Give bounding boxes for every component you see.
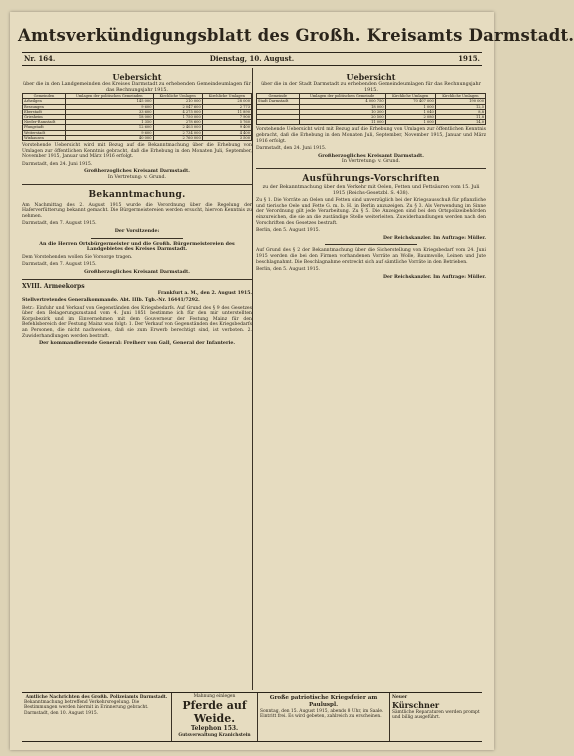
right-table-cell: Stadt Darmstadt xyxy=(257,99,300,104)
bekanntmachung-sig-2: Großherzogliches Kreisamt Darmstadt. xyxy=(84,268,190,275)
left-table-cell: 40 000 xyxy=(66,135,153,140)
left-table-header-3: Kirchliche Umlagen xyxy=(153,94,202,99)
ad1-title: Amtliche Nachrichten des Großh. Polizeiamts Darmstadt. xyxy=(25,695,168,700)
left-table-cell: 18 000 xyxy=(66,115,153,120)
left-table-header-4: Kirchliche Umlagen xyxy=(202,94,251,99)
masthead-title: Amtsverkündigungsblatt des Großh. Kreisamts Darmstadt. xyxy=(18,26,574,45)
right-table-cell: 4 000 750 xyxy=(299,99,385,104)
right-table-cell: 20 500 xyxy=(299,115,385,120)
ausfuehrung-text: Zu § 1. Die Vorräte an Oelen und Fetten sind unverzüglich bei der Kriegsausschuß für pflanzliche und tierische Oele und Fette G. m. b. H. in Berlin anzuzeigen. Zu § 3. Als Verwendung im Sinne der Verordnung gilt jede Verarbeitung. Zu § 5. Die Anzeigen sind bei den Ortspolizeibehörden einzureichen, die sie an die zuständige Stelle weiterleiten. Zuwiderhandlungen werden nach den Vorschriften des Gesetzes bestraft. xyxy=(256,198,486,226)
issue-line xyxy=(22,52,482,66)
ad-police-notice xyxy=(22,693,172,741)
left-table-cell: Wixhausen xyxy=(23,135,66,140)
left-table-cell: 278 600 xyxy=(153,120,202,125)
corps-signature: Der kommandierende General: Freiherr von Gall, General der Infanterie. xyxy=(38,340,236,347)
left-table-cell: Nieder-Ramstadt xyxy=(23,120,66,125)
right-table-cell: 1 040 xyxy=(385,109,435,114)
left-table-header-1: Gemeinden xyxy=(23,94,66,99)
left-table-cell: 2 403 000 xyxy=(153,125,202,130)
issue-number: Nr. 164. xyxy=(24,54,56,63)
ausfuehrung-sig: Der Reichskanzler. Im Auftrage: Müller. xyxy=(383,235,486,241)
right-table-cell: 14,0 xyxy=(435,120,485,125)
right-table-cell: 1 000 xyxy=(385,120,435,125)
ad-horses xyxy=(172,693,258,741)
ad2-phone: Telephon 153. xyxy=(190,725,239,733)
ad3-title: Große patriotische Kriegsfeier am Pauluspl. xyxy=(269,695,378,708)
second-notice-text: Auf Grund des § 2 der Bekanntmachung über die Sicherstellung von Kriegsbedarf vom 24. Juni 1915 werden die bei den Firmen vorhandenen Vorräte an Wolle, Baumwolle, Leinen und Jute beschlagnahmt. Die Beschlagnahme erstreckt sich auf sämtliche Vorräte in den Betrieben. xyxy=(256,248,486,265)
divider xyxy=(325,244,417,245)
advertisement-strip xyxy=(22,692,482,742)
right-uebersicht-title: Uebersicht xyxy=(346,72,396,82)
right-table-cell: 11 000 xyxy=(299,120,385,125)
left-sig: Großherzogliches Kreisamt Darmstadt. xyxy=(84,168,190,175)
divider xyxy=(91,238,183,239)
left-table-cell: Weiterstadt xyxy=(23,130,66,135)
left-table-row xyxy=(23,135,252,140)
left-table-cell: 4 275 000 xyxy=(153,109,202,114)
ad-furrier xyxy=(390,693,482,741)
corps-title: XVIII. Armeekorps xyxy=(22,282,85,290)
bekanntmachung-place-2: Darmstadt, den 7. August 1915. xyxy=(22,262,97,268)
ad4-top: Neuer xyxy=(392,695,408,700)
left-table-header-2: Umlagen der politischen Gemeinden xyxy=(66,94,153,99)
corps-subtitle: Stellvertretendes Generalkommando. Abt. IIIb. Tgb.-Nr. 16441/7292. xyxy=(22,298,200,304)
ad4-headline: Kürschner xyxy=(392,700,440,711)
right-table-row xyxy=(257,120,486,125)
right-table-header-1: Gemeinde xyxy=(257,94,300,99)
left-table-cell: 2 760 000 xyxy=(153,135,202,140)
right-table-cell: 12,5 xyxy=(435,104,485,109)
left-column xyxy=(22,70,252,347)
left-table-cell: 5 760 xyxy=(202,120,251,125)
bekanntmachung-text: Am Nachmittag des 2. August 1915 wurde die Verordnung über die Regelung der Haferverfütterung bekannt gemacht. Die Bürgermeistereien werden ersucht, hiervon Kenntnis zu nehmen. xyxy=(22,202,252,219)
ad4-text: Sämtliche Reparaturen werden prompt und billig ausgeführt. xyxy=(392,710,480,721)
right-table-cell: 10 300 xyxy=(299,109,385,114)
issue-year: 1915. xyxy=(458,54,480,63)
left-table-cell: 2 773 xyxy=(202,104,251,109)
left-place-date: Darmstadt, den 24. Juni 1915. xyxy=(22,161,93,167)
second-notice-place: Berlin, den 5. August 1915. xyxy=(256,267,321,273)
ad2-bottom: Gutsverwaltung Kranichstein xyxy=(178,733,251,739)
left-table-cell: 1 750 000 xyxy=(153,115,202,120)
right-uebersicht-subtitle: über die in der Stadt Darmstadt zu erhebenden Gemeindeumlagen für das Rechnungsjahr 1915. xyxy=(261,82,481,93)
right-footnote: Vorstehende Uebersicht wird mit Bezug auf die Erhebung von Umlagen zur öffentlichen Kenntnis gebracht, daß die Erhebung in den Monaten Juli, September, November 1915, Januar und März 1916 erfolgt. xyxy=(256,127,486,144)
left-table-cell: Eberstadt xyxy=(23,109,66,114)
right-place-date: Darmstadt, den 24. Juni 1915. xyxy=(256,146,327,152)
left-table-cell: 1 350 xyxy=(66,120,153,125)
column-divider xyxy=(252,68,253,690)
right-column xyxy=(256,70,486,281)
left-table-cell: Griesheim xyxy=(23,115,66,120)
right-table-cell: 190 000 xyxy=(435,99,485,104)
divider xyxy=(22,279,252,280)
ausfuehrung-place: Berlin, den 5. August 1915. xyxy=(256,228,321,234)
ad2-headline: Pferde auf Weide. xyxy=(182,699,247,726)
right-table-cell: 1 000 xyxy=(385,104,435,109)
left-table-cell: 7 900 xyxy=(202,115,251,120)
ausfuehrung-title: Ausführungs-Vorschriften xyxy=(302,173,440,184)
left-table-cell: 2 047 600 xyxy=(153,104,202,109)
right-table-cell xyxy=(257,120,300,125)
ad3-text: Sonntag, den 15. August 1915, abends 8 Uhr, im Saale. Eintritt frei. Es wird gebeten, zahlreich zu erscheinen. xyxy=(260,709,384,720)
bekanntmachung-text-2: Dem Vorstehenden wollen Sie Vorsorge tragen. xyxy=(22,254,133,260)
left-table-cell: Arheilgen xyxy=(23,99,66,104)
bekanntmachung-title: Bekanntmachung. xyxy=(88,189,186,200)
corps-location: Frankfurt a. M., den 2. August 1915. xyxy=(157,290,252,296)
right-table-cell: 70 407 000 xyxy=(385,99,435,104)
right-sig: Großherzogliches Kreisamt Darmstadt. xyxy=(318,152,424,159)
second-notice-sig: Der Reichskanzler. Im Auftrage: Müller. xyxy=(383,274,486,280)
ad2-top: Mahnung einlegen xyxy=(193,694,236,699)
left-table-cell: 33 600 xyxy=(66,109,153,114)
right-table-cell: 18 000 xyxy=(299,104,385,109)
left-table-cell: Pfungstadt xyxy=(23,125,66,130)
left-table-cell: 12 600 xyxy=(66,125,153,130)
right-table-header-2: Umlagen der politischen Gemeinde xyxy=(299,94,385,99)
left-levy-table xyxy=(22,93,252,141)
right-table-cell: 11,8 xyxy=(435,115,485,120)
ad-war-celebration xyxy=(258,693,390,741)
left-table-cell: 28 000 xyxy=(202,99,251,104)
left-table-cell: 4 400 xyxy=(202,130,251,135)
divider xyxy=(22,184,252,185)
bekanntmachung-addressee: An die Herren Ortsbürgermeister und die Großh. Bürgermeistereien des Landgebietes des Kreises Darmstadt. xyxy=(39,240,235,253)
left-table-cell: 9 400 xyxy=(202,125,251,130)
right-table-cell: 8,8 xyxy=(435,109,485,114)
left-uebersicht-title: Uebersicht xyxy=(112,72,162,82)
left-table-cell: 210 000 xyxy=(153,99,202,104)
right-table-cell: 2 080 xyxy=(385,115,435,120)
corps-text: Betr.: Einfuhr und Verkauf von Gegenständen des Kriegsbedarfs. Auf Grund des § 9 des Gesetzes über den Belagerungszustand vom 4. Juni 1851 bestimme ich für den mir unterstellten Korpsbezirk und im Einvernehmen mit dem Gouverneur der Festung Mainz für den Befehlsbereich der Festung Mainz was folgt: 1. Der Verkauf von Gegenständen des Kriegsbedarfs an Personen, die nicht nachweisen, daß sie zum Erwerb berechtigt sind, ist verboten. 2. Zuwiderhandlungen werden bestraft. xyxy=(22,305,252,339)
divider xyxy=(256,168,486,169)
issue-date: Dienstag, 10. August. xyxy=(209,54,295,63)
left-table-cell: 11 890 xyxy=(202,109,251,114)
left-table-cell: 9 600 xyxy=(66,130,153,135)
right-sig-name: In Vertretung: v. Grund. xyxy=(341,159,401,165)
right-levy-table xyxy=(256,93,486,125)
left-table-cell: 145 000 xyxy=(66,99,153,104)
left-table-cell: 9 600 xyxy=(66,104,153,109)
ad1-text: Bekanntmachung betreffend Verkehrsregelung. Die Bestimmungen werden hiermit in Erinnerung gebracht. Darmstadt, den 10. August 1915. xyxy=(24,700,149,716)
left-uebersicht-subtitle: über die in den Landgemeinden des Kreises Darmstadt zu erhebenden Gemeindeumlagen für das Rechnungsjahr 1915. xyxy=(23,82,251,93)
left-sig-name: In Vertretung: v. Grund. xyxy=(107,174,167,180)
right-table-header-3: Kirchliche Umlagen xyxy=(385,94,435,99)
bekanntmachung-place: Darmstadt, den 7. August 1915. xyxy=(22,221,97,227)
bekanntmachung-sig: Der Vorsitzende: xyxy=(114,227,160,234)
left-table-cell: Bessungen xyxy=(23,104,66,109)
right-table-header-4: Kirchliche Umlagen xyxy=(435,94,485,99)
left-table-cell: 2 734 000 xyxy=(153,130,202,135)
newspaper-page xyxy=(10,12,574,750)
ausfuehrung-subtitle: zu der Bekanntmachung über den Verkehr mit Oelen, Fetten und Fettsäuren vom 15. Juli 1915 (Reichs-Gesetzbl. S. 438). xyxy=(262,184,480,196)
left-table-cell: 3 500 xyxy=(202,135,251,140)
left-footnote: Vorstehende Uebersicht wird mit Bezug auf die Bekanntmachung über die Erhebung von Umlagen zur öffentlichen Kenntnis gebracht, daß die Erhebung in den Monaten Juli, September, November 1915, Januar und März 1916 erfolgt. xyxy=(22,143,252,160)
